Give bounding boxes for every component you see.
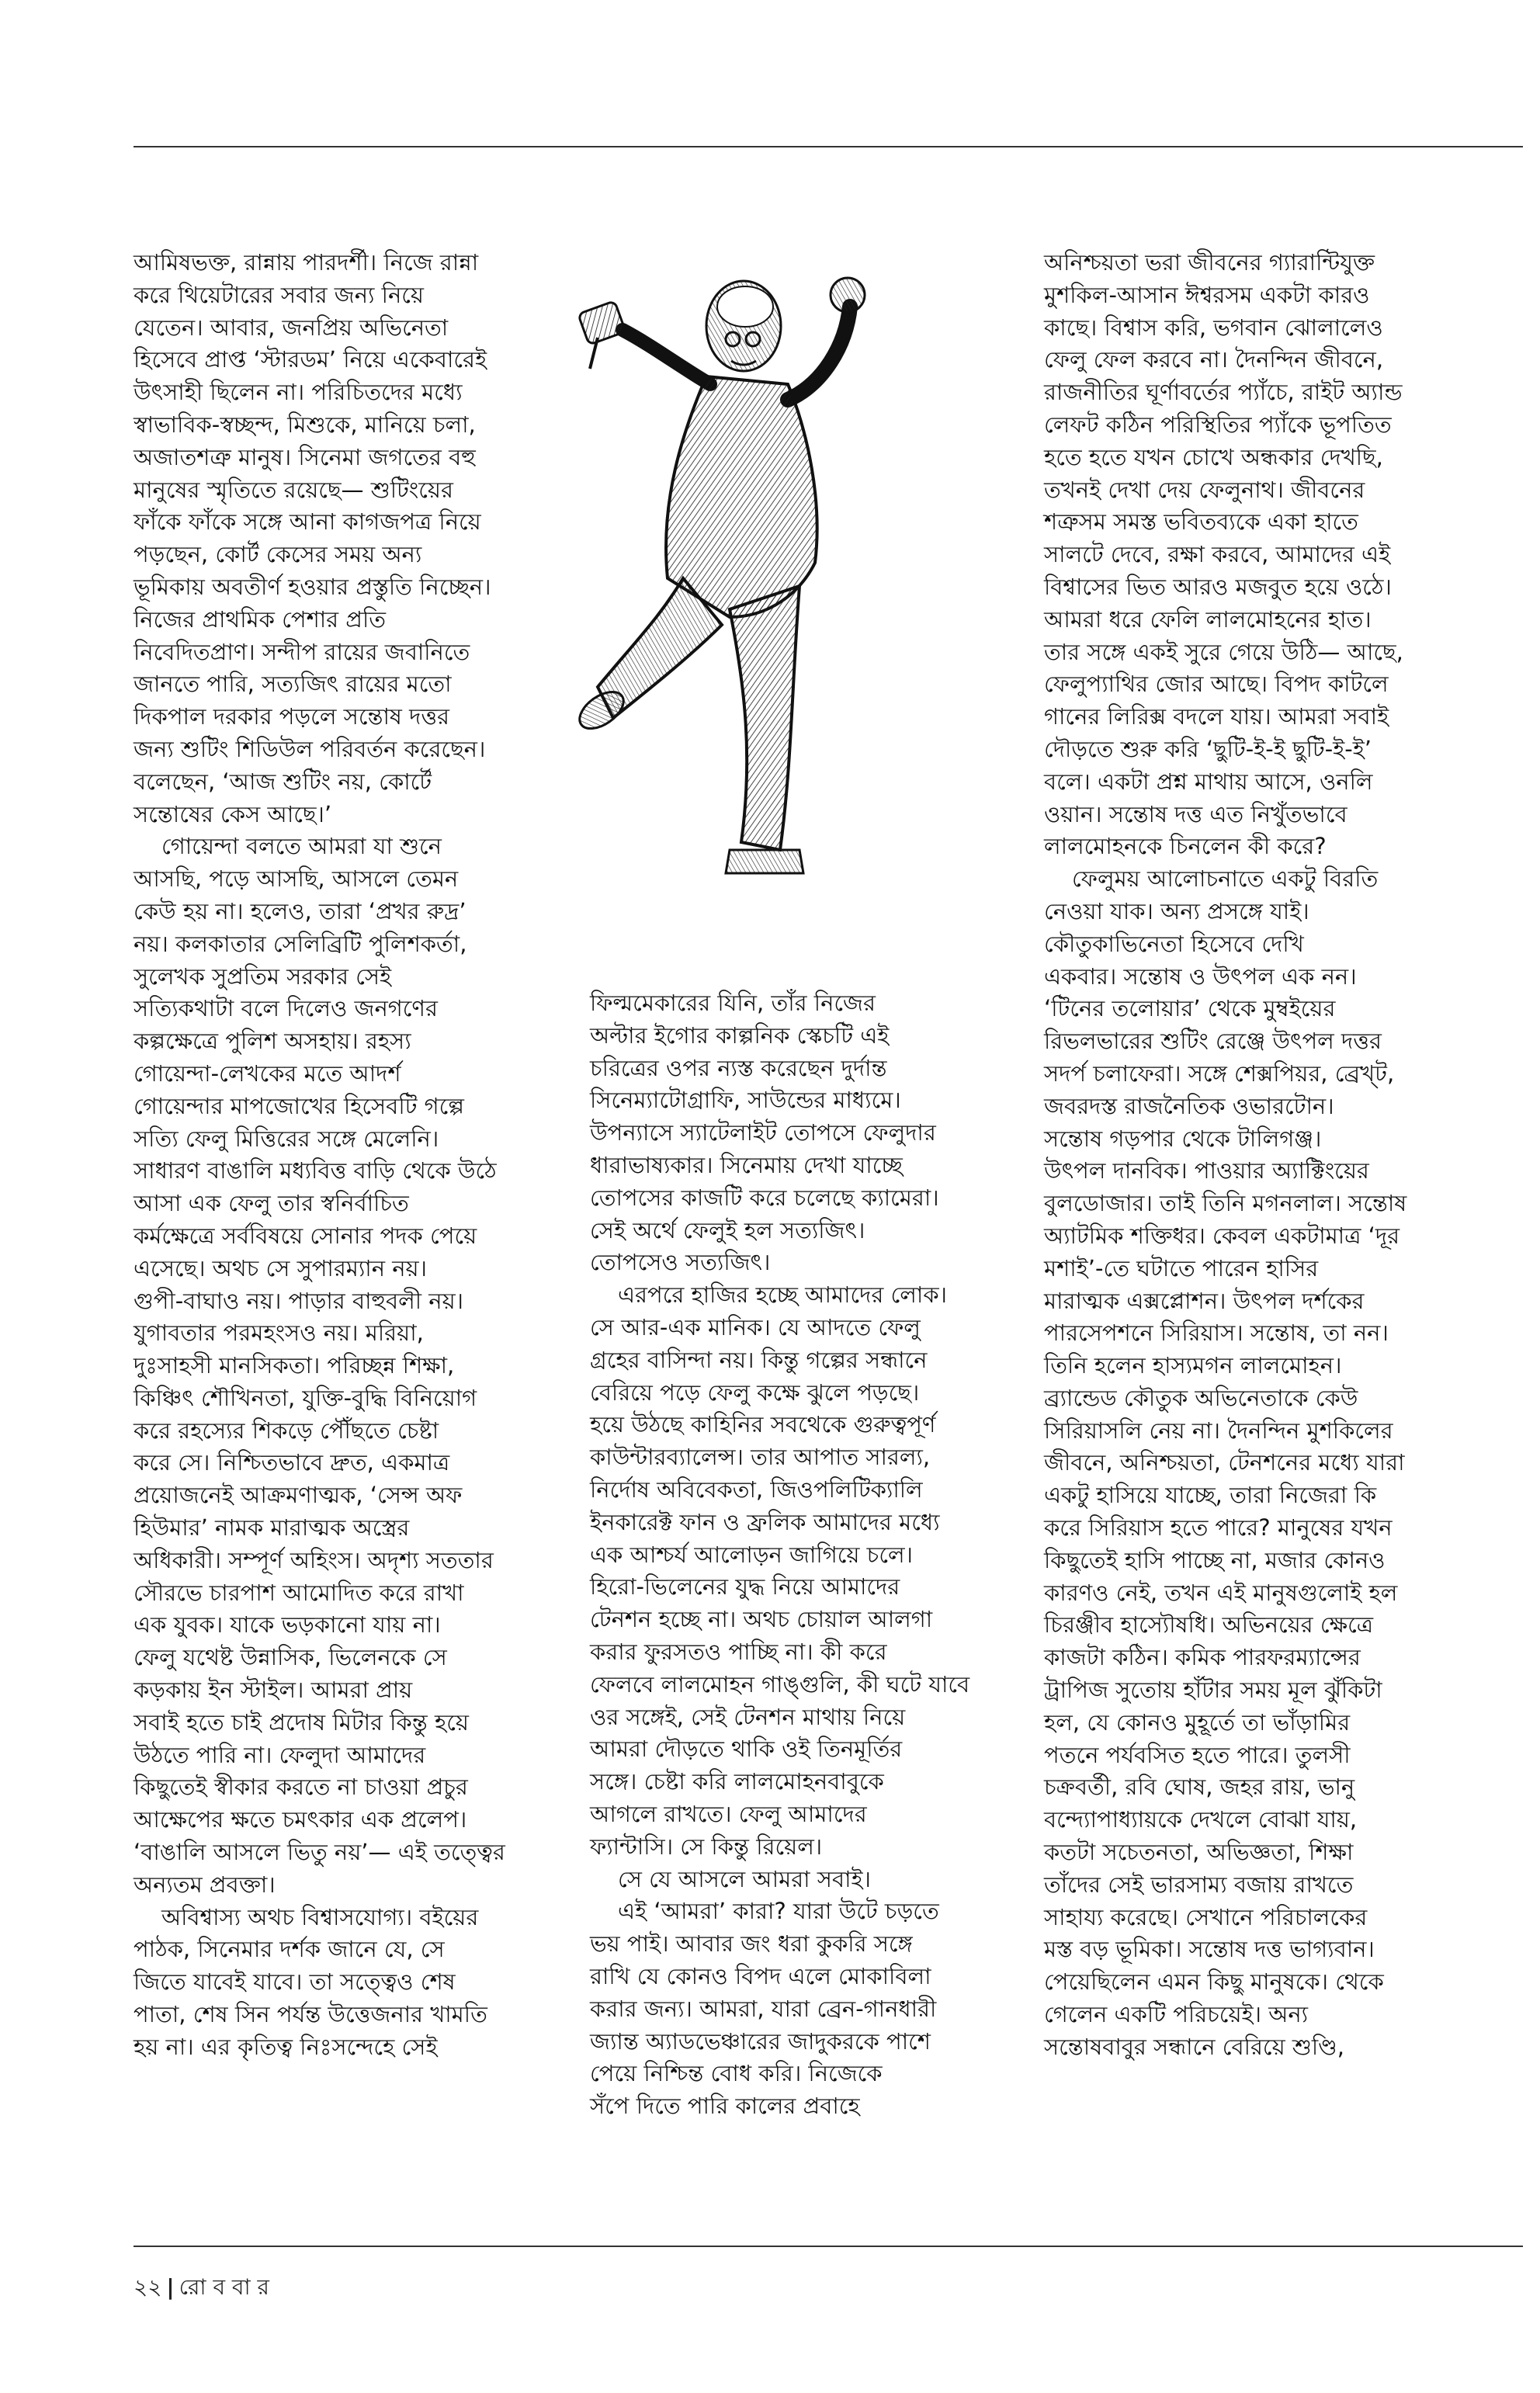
article-line: পারসেপশনে সিরিয়াস। সন্তোষ, তা নন। [1044,1320,1389,1347]
article-line: জীবনে, অনিশ্চয়তা, টেনশনের মধ্যে যারা [1044,1449,1405,1476]
article-column-left [134,247,568,2064]
article-line: সাধারণ বাঙালি মধ্যবিত্ত বাড়ি থেকে উঠে [134,1157,497,1184]
article-line: গোয়েন্দা বলতে আমরা যা শুনে [161,833,442,860]
article-line: মশাই’-তে ঘটাতে পারেন হাসির [1044,1254,1319,1281]
article-line: সন্তোষবাবুর সন্ধানে বেরিয়ে শুণ্ডি, [1044,2033,1344,2060]
article-line: কেউ হয় না। হলেও, তারা ‘প্রখর রুদ্র’ [134,897,467,924]
article-line: কাউন্টারব্যালেন্স। তার আপাত সারল্য, [590,1444,931,1471]
article-line: আগলে রাখতে। ফেলু আমাদের [590,1800,867,1827]
article-line: গোয়েন্দা-লেখকের মতে আদর্শ [134,1060,401,1087]
article-line: আক্ষেপের ক্ষতে চমৎকার এক প্রলেপ। [134,1806,467,1833]
article-line: করার ফুরসতও পাচ্ছি না। কী করে [590,1638,887,1665]
article-line: হতে হতে যখন চোখে অন্ধকার দেখছি, [1044,443,1383,470]
page-folio [134,2270,269,2307]
article-line: বুলডোজার। তাই তিনি মগনলাল। সন্তোষ [1044,1190,1407,1217]
article-line: তিনি হলেন হাস্যমগন লালমোহন। [1044,1352,1342,1379]
article-line: কৌতুকাভিনেতা হিসেবে দেখি [1044,930,1304,957]
article-line: বিশ্বাসের ভিত আরও মজবুত হয়ে ওঠে। [1044,573,1392,600]
article-line: নিজের প্রাথমিক পেশার প্রতি [134,605,387,633]
article-line: আমরা ধরে ফেলি লালমোহনের হাত। [1044,605,1372,633]
article-line: লেফট কঠিন পরিস্থিতির প্যাঁকে ভূপতিত [1044,411,1392,438]
kurta-body [666,376,817,617]
article-line: কিছুতেই হাসি পাচ্ছে না, মজার কোনও [1044,1546,1386,1573]
article-line: এক যুবক। যাকে ভড়কানো যায় না। [134,1611,441,1639]
article-line: ভয় পাই। আবার জং ধরা কুকরি সঙ্গে [590,1930,913,1958]
article-line: স্বাভাবিক-স্বচ্ছন্দ, মিশুকে, মানিয়ে চলা, [134,411,476,438]
article-line: হিসেবে প্রাপ্ত ‘স্টারডম’ নিয়ে একেবারেই [134,346,487,373]
article-line: অল্টার ইগোর কাল্পনিক স্কেচটি এই [590,1021,890,1049]
article-line: উৎসাহী ছিলেন না। পরিচিতদের মধ্যে [134,379,463,406]
article-line: পাঠক, সিনেমার দর্শক জানে যে, সে [134,1936,445,1963]
article-line: এসেছে। অথচ সে সুপারম্যান নয়। [134,1254,428,1281]
article-line: শত্রুসম সমস্ত ভবিতব্যকে একা হাতে [1044,508,1358,536]
article-line: ধারাভাষ্যকার। সিনেমায় দেখা যাচ্ছে [590,1151,903,1178]
article-line: তখনই দেখা দেয় ফেলুনাথ। জীবনের [1044,476,1365,503]
article-line: তার সঙ্গে একই সুরে গেয়ে উঠি— আছে, [1044,638,1403,665]
article-line: অন্যতম প্রবক্তা। [134,1871,276,1898]
article-line: পতনে পর্যবসিত হতে পারে। তুলসী [1044,1741,1351,1768]
article-line: বলে। একটা প্রশ্ন মাথায় আসে, ওনলি [1044,768,1373,795]
article-line: ফেলুময় আলোচনাতে একটু বিরতি [1072,865,1379,893]
article-line: সালটে দেবে, রক্ষা করবে, আমাদের এই [1044,541,1391,568]
article-line: ওয়ান। সন্তোষ দত্ত এত নিখুঁতভাবে [1044,800,1348,827]
article-line: আসা এক ফেলু তার স্বনির্বাচিত [134,1190,409,1217]
article-line: ‘বাঙালি আসলে ভিতু নয়’— এই তত্ত্বের [134,1839,505,1866]
article-line: সঙ্গে। চেষ্টা করি লালমোহনবাবুকে [590,1768,884,1795]
article-line: পেয়ে নিশ্চিন্ত বোধ করি। নিজেকে [590,2060,883,2087]
article-line: অজাতশত্রু মানুষ। সিনেমা জগতের বহু [134,443,476,470]
dancing-man-sketch-illustration [567,252,924,920]
article-line: প্রয়োজনেই আক্রমণাত্মক, ‘সেন্স অফ [134,1482,463,1509]
raised-arm-right [788,278,865,400]
article-line: পেয়েছিলেন এমন কিছু মানুষকে। থেকে [1044,1968,1384,1996]
article-line: কল্পক্ষেত্রে পুলিশ অসহায়। রহস্য [134,1028,411,1055]
article-line: উঠতে পারি না। ফেলুদা আমাদের [134,1741,426,1768]
article-line: ট্রাপিজ সুতোয় হাঁটার সময় মূল ঝুঁকিটা [1044,1677,1382,1704]
article-line: কাজটা কঠিন। কমিক পারফরম্যান্সের [1044,1644,1361,1671]
article-line: নিবেদিতপ্রাণ। সন্দীপ রায়ের জবানিতে [134,638,470,665]
article-line: করে সিরিয়াস হতে পারে? মানুষের যখন [1044,1514,1393,1542]
article-line: নয়। কলকাতার সেলিব্রিটি পুলিশকর্তা, [134,930,467,957]
article-line: কড়কায় ইন স্টাইল। আমরা প্রায় [134,1677,413,1704]
article-line: সাহায্য করেছে। সেখানে পরিচালকের [1044,1903,1368,1930]
article-line: সঁপে দিতে পারি কালের প্রবাহে [590,2093,860,2120]
article-line: অবিশ্বাস্য অথচ বিশ্বাসযোগ্য। বইয়ের [161,1903,479,1930]
article-line: জিতে যাবেই যাবে। তা সত্ত্বেও শেষ [134,1968,456,1996]
article-line: অনিশ্চয়তা ভরা জীবনের গ্যারান্টিযুক্ত [1044,249,1375,276]
article-line: তোপসের কাজটি করে চলেছে ক্যামেরা। [590,1184,939,1211]
article-line: মুশকিল-আসান ঈশ্বরসম একটা কারও [1044,281,1370,308]
article-line: করে রহস্যের শিকড়ে পৌঁছতে চেষ্টা [134,1417,439,1444]
article-line: সে আর-এক মানিক। যে আদতে ফেলু [590,1313,921,1340]
bottom-rule [134,2246,1523,2247]
article-line: ইনকারেক্ট ফান ও ফ্রলিক আমাদের মধ্যে [590,1508,940,1535]
article-line: চরিত্রের ওপর ন্যস্ত করেছেন দুর্দান্ত [590,1054,887,1081]
article-line: টেনশন হচ্ছে না। অথচ চোয়াল আলগা [590,1606,933,1633]
article-line: কতটা সচেতনতা, অভিজ্ঞতা, শিক্ষা [1044,1839,1354,1866]
article-line: ফিল্মমেকারের যিনি, তাঁর নিজের [590,990,876,1016]
article-line: সৌরভে চারপাশ আমোদিত করে রাখা [134,1579,464,1606]
article-line: কর্মক্ষেত্রে সর্ববিষয়ে সোনার পদক পেয়ে [134,1222,477,1249]
article-line: কারণও নেই, তখন এই মানুষগুলোই হল [1044,1579,1398,1606]
article-line: ফেলু যথেষ্ট উন্নাসিক, ভিলেনকে সে [134,1644,447,1671]
page-number: ২২ [134,2274,162,2300]
article-line: দিকপাল দরকার পড়লে সন্তোষ দত্তর [134,703,450,730]
article-line: সে যে আসলে আমরা সবাই। [618,1865,871,1892]
article-line: একটু হাসিয়ে যাচ্ছে, তারা নিজেরা কি [1044,1482,1377,1509]
article-line: জবরদস্ত রাজনৈতিক ওভারটোন। [1044,1092,1334,1119]
article-line: জন্য শুটিং শিডিউল পরিবর্তন করেছেন। [134,735,486,762]
article-line: ব্র্যান্ডেড কৌতুক অভিনেতাকে কেউ [1044,1384,1358,1411]
publication-name: রো ব বা র [179,2274,269,2300]
article-line: আমিষভক্ত, রান্নায় পারদর্শী। নিজে রান্না [134,249,479,276]
article-line: কাছে। বিশ্বাস করি, ভগবান ঝোলালেও [1044,314,1383,341]
article-line: গুপী-বাঘাও নয়। পাড়ার বাহুবলী নয়। [134,1287,464,1314]
article-line: অ্যাটমিক শক্তিধর। কেবল একটামাত্র ‘দূর [1044,1222,1400,1249]
article-line: একবার। সন্তোষ ও উৎপল এক নন। [1044,962,1357,990]
article-line: হল, যে কোনও মুহূর্তে তা ভাঁড়ামির [1044,1708,1351,1736]
article-line: করে সে। নিশ্চিতভাবে দ্রুত, একমাত্র [134,1449,450,1476]
article-line: সন্তোষের কেস আছে।’ [134,800,332,827]
article-line: হিরো-ভিলেনের যুদ্ধ নিয়ে আমাদের [590,1573,900,1601]
article-line: জানতে পারি, সত্যজিৎ রায়ের মতো [134,671,452,698]
article-line: উপন্যাসে স্যাটেলাইট তোপসে ফেলুদার [590,1119,936,1146]
article-line: গানের লিরিক্স বদলে যায়। আমরা সবাই [1044,703,1389,730]
article-line: সুলেখক সুপ্রতিম সরকার সেই [134,962,392,990]
article-line: পড়ছেন, কোর্ট কেসের সময় অন্য [134,541,422,568]
article-line: ‘টিনের তলোয়ার’ থেকে মুম্বইয়ের [1044,995,1336,1022]
top-rule [134,146,1523,147]
article-line: চিরঞ্জীব হাস্যৌষধি। অভিনয়ের ক্ষেত্রে [1044,1611,1374,1639]
article-line: ভূমিকায় অবতীর্ণ হওয়ার প্রস্তুতি নিচ্ছেন। [134,573,491,600]
article-column-middle [590,987,1025,2123]
article-line: ফাঁকে ফাঁকে সঙ্গে আনা কাগজপত্র নিয়ে [134,508,481,536]
article-line: কিঞ্চিৎ শৌখিনতা, যুক্তি-বুদ্ধি বিনিয়োগ [134,1384,477,1411]
article-line: ওর সঙ্গেই, সেই টেনশন মাথায় নিয়ে [590,1703,906,1730]
article-line: নির্দোষ অবিবেকতা, জিওপলিটিক্যালি [590,1476,923,1503]
article-line: সত্যি ফেলু মিত্তিরের সঙ্গে মেলেনি। [134,1125,439,1152]
article-line: আমরা দৌড়তে থাকি ওই তিনমূর্তির [590,1736,903,1763]
article-line: দুঃসাহসী মানসিকতা। পরিচ্ছন্ন শিক্ষা, [134,1352,455,1379]
folio-separator: | [166,2274,175,2300]
article-line: যেতেন। আবার, জনপ্রিয় অভিনেতা [134,314,449,341]
article-line: পাতা, শেষ সিন পর্যন্ত উত্তেজনার খামতি [134,2001,487,2028]
article-line: তোপসেও সত্যজিৎ। [590,1249,771,1276]
article-line: সিরিয়াসলি নেয় না। দৈনন্দিন মুশকিলের [1044,1417,1393,1444]
article-line: সবাই হতে চাই প্রদোষ মিটার কিন্তু হয়ে [134,1708,469,1736]
article-line: বলেছেন, ‘আজ শুটিং নয়, কোর্টে [134,768,432,795]
article-line: সেই অর্থে ফেলুই হল সত্যজিৎ। [590,1216,865,1243]
article-line: হয় না। এর কৃতিত্ব নিঃসন্দেহে সেই [134,2033,438,2060]
article-line: ফেলু ফেল করবে না। দৈনন্দিন জীবনে, [1044,346,1384,373]
raised-arm-left [578,301,710,384]
article-line: নেওয়া যাক। অন্য প্রসঙ্গে যাই। [1044,897,1309,924]
article-line: হিউমার’ নামক মারাত্মক অস্ত্রের [134,1514,410,1542]
article-line: চক্রবর্তী, রবি ঘোষ, জহর রায়, ভানু [1044,1774,1355,1801]
head [706,281,781,371]
article-line: এরপরে হাজির হচ্ছে আমাদের লোক। [618,1281,947,1309]
article-line: হয়ে উঠছে কাহিনির সবথেকে গুরুত্বপূর্ণ [590,1411,936,1438]
article-line: সন্তোষ গড়পার থেকে টালিগঞ্জ। [1044,1125,1322,1152]
article-line: যুগাবতার পরমহংসও নয়। মরিয়া, [134,1320,424,1347]
article-line: ফেলবে লালমোহন গাঙ্গুলি, কী ঘটে যাবে [590,1670,970,1698]
article-line: মস্ত বড় ভূমিকা। সন্তোষ দত্ত ভাগ্যবান। [1044,1936,1375,1963]
article-line: ফেলুপ্যাথির জোর আছে। বিপদ কাটলে [1044,671,1389,698]
article-line: গ্রহের বাসিন্দা নয়। কিন্তু গল্পের সন্ধানে [590,1346,928,1373]
article-line: এক আশ্চর্য আলোড়ন জাগিয়ে চলে। [590,1541,913,1568]
article-line: গোয়েন্দার মাপজোখের হিসেবটি গল্পে [134,1092,465,1119]
article-line: আসছি, পড়ে আসছি, আসলে তেমন [134,865,459,893]
article-column-right [1044,247,1510,2064]
article-line: অধিকারী। সম্পূর্ণ অহিংস। অদৃশ্য সততার [134,1546,494,1573]
article-line: করার জন্য। আমরা, যারা ব্রেন-গানধারী [590,1995,937,2022]
article-line: মারাত্মক এক্সপ্লোশন। উৎপল দর্শকের [1044,1287,1365,1314]
article-line: বেরিয়ে পড়ে ফেলু কক্ষে ঝুলে পড়ছে। [590,1379,920,1406]
article-line: এই ‘আমরা’ কারা? যারা উটে চড়তে [618,1898,939,1925]
article-line: সদর্প চলাফেরা। সঙ্গে শেক্সপিয়র, ব্রেখ্‌ট, [1044,1060,1395,1087]
article-line: গেলেন একটি পরিচয়েই। অন্য [1044,2001,1309,2028]
dhoti-legs [598,578,799,850]
article-line: লালমোহনকে চিনলেন কী করে? [1044,833,1327,860]
article-line: জ্যান্ত অ্যাডভেঞ্চারের জাদুকরকে পাশে [590,2027,931,2055]
article-line: ফ্যান্টাসি। সে কিন্তু রিয়েল। [590,1833,823,1860]
article-line: রিভলভারের শুটিং রেঞ্জে উৎপল দত্তর [1044,1028,1382,1055]
article-line: দৌড়তে শুরু করি ‘ছুটি-ই-ই ছুটি-ই-ই’ [1044,735,1372,762]
article-line: কিছুতেই স্বীকার করতে না চাওয়া প্রচুর [134,1774,468,1801]
article-line: সিনেম্যাটোগ্রাফি, সাউন্ডের মাধ্যমে। [590,1087,901,1114]
article-line: বন্দ্যোপাধ্যায়কে দেখলে বোঝা যায়, [1044,1806,1358,1833]
article-line: মানুষের স্মৃতিতে রয়েছে— শুটিংয়ের [134,476,453,503]
article-line: রাখি যে কোনও বিপদ এলে মোকাবিলা [590,1962,931,1989]
article-line: করে থিয়েটারের সবার জন্য নিয়ে [134,281,425,308]
article-line: সত্যিকথাটা বলে দিলেও জনগণের [134,995,438,1022]
article-line: রাজনীতির ঘূর্ণাবর্তের প্যাঁচে, রাইট অ্যান্ড [1044,379,1403,406]
article-line: তাঁদের সেই ভারসাম্য বজায় রাখতে [1044,1871,1354,1898]
article-line: উৎপল দানবিক। পাওয়ার অ্যাক্টিংয়ের [1044,1157,1369,1184]
